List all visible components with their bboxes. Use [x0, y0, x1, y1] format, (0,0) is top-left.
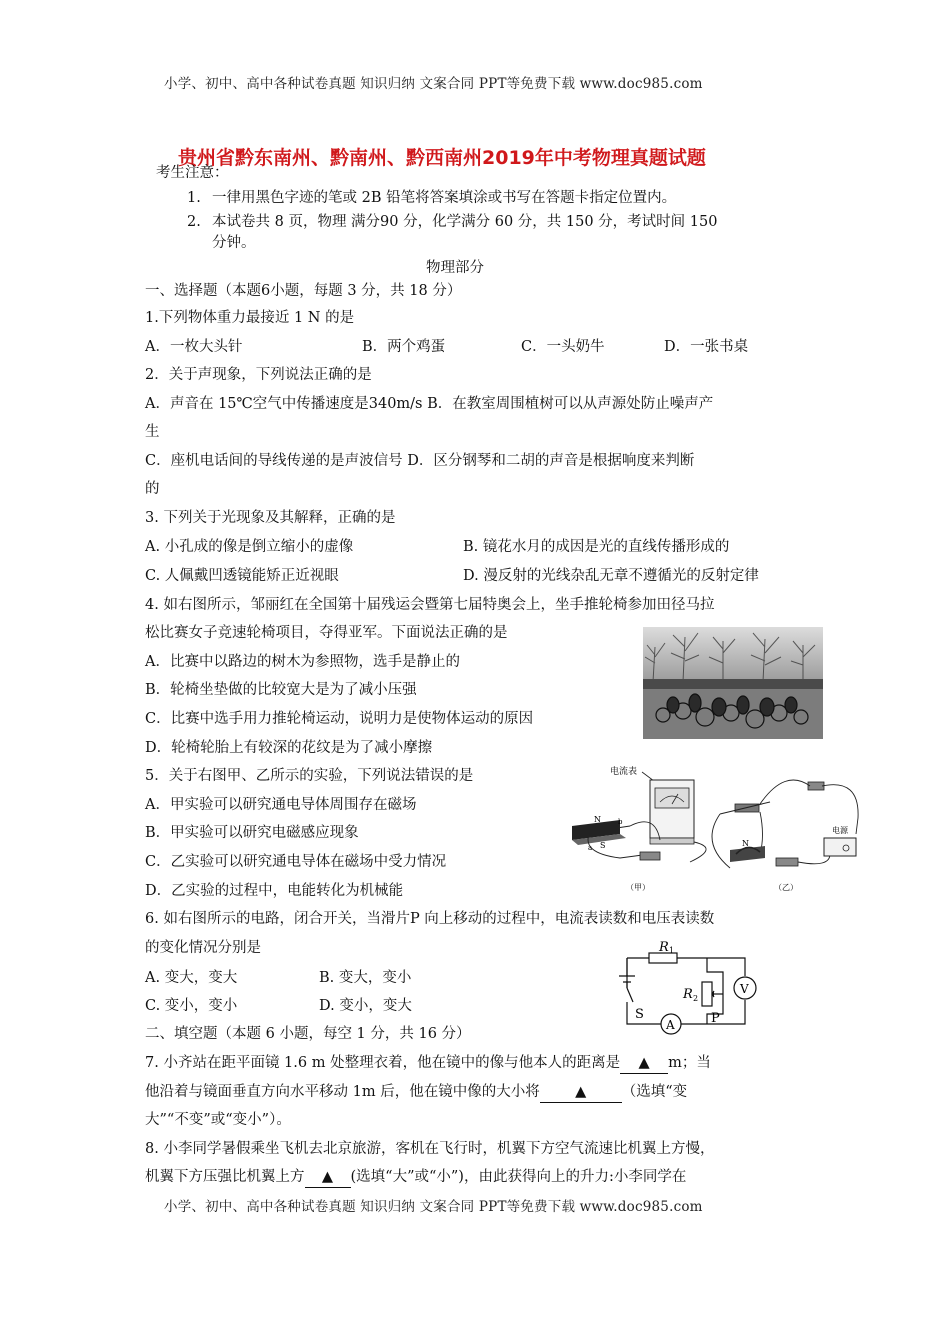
q4-option-b: B．轮椅坐垫做的比较宽大是为了减小压强	[145, 682, 417, 698]
q6-option-c: C. 变小，变小	[145, 998, 238, 1014]
q4-option-d: D．轮椅轮胎上有较深的花纹是为了减小摩擦	[145, 740, 433, 756]
notice-item-2-line1: 本试卷共 8 页，物理 满分90 分，化学满分 60 分，共 150 分，考试时间 150	[212, 214, 718, 230]
r2-sub: 2	[693, 994, 699, 1003]
q7-line1-end: m；当	[668, 1055, 711, 1071]
q6-option-d: D. 变小，变大	[319, 998, 412, 1014]
q1-option-d: D．一张书桌	[664, 339, 749, 355]
r1-label: R	[659, 940, 669, 955]
switch-s-label: S	[635, 1007, 644, 1022]
q5-option-b: B．甲实验可以研究电磁感应现象	[145, 825, 359, 841]
power-label: 电源	[832, 826, 848, 835]
voltmeter-label: V	[740, 982, 749, 996]
fig-jia-s: S	[600, 841, 606, 850]
ammeter-label: 电流表	[610, 767, 638, 777]
q3-stem: 3. 下列关于光现象及其解释，正确的是	[145, 510, 396, 526]
notice-item-1-num: 1.	[187, 190, 201, 206]
part2-heading: 二、填空题（本题 6 小题，每空 1 分，共 16 分）	[145, 1026, 471, 1042]
q8-line2-text: 机翼下方压强比机翼上方	[145, 1169, 305, 1185]
section-title: 物理部分	[426, 260, 484, 276]
q3-option-d: D. 漫反射的光线杂乱无章不遵循光的反射定律	[463, 568, 759, 584]
fig-jia-b: b	[618, 818, 623, 826]
q5-option-a: A．甲实验可以研究通电导体周围存在磁场	[145, 797, 417, 813]
exam-title: 贵州省黔东南州、黔南州、黔西南州2019年中考物理真题试题	[178, 147, 706, 169]
q1-option-a: A．一枚大头针	[145, 339, 243, 355]
fig-jia-a: a	[588, 844, 593, 852]
slider-p-label: P	[711, 1011, 720, 1026]
q7-line2-end: （选填“变	[621, 1084, 688, 1100]
q5-option-d: D．乙实验的过程中，电能转化为机械能	[145, 883, 404, 899]
q8-line2-end: (选填“大”或“小”)，由此获得向上的升力:小李同学在	[350, 1169, 687, 1185]
q4-option-c: C．比赛中选手用力推轮椅运动，说明力是使物体运动的原因	[145, 711, 534, 727]
q2-line3: C．座机电话间的导线传递的是声波信号 D．区分钢琴和二胡的声音是根据响度来判断	[145, 453, 695, 469]
fig-jia-label: （甲）	[626, 883, 650, 892]
q5-option-c: C．乙实验可以研究通电导体在磁场中受力情况	[145, 854, 447, 870]
page-header: 小学、初中、高中各种试卷真题 知识归纳 文案合同 PPT等免费下载 www.doc985.com	[164, 76, 703, 92]
wheelchair-race-photo	[643, 627, 823, 739]
q5-experiment-figure	[560, 758, 870, 893]
q1-stem: 1.下列物体重力最接近 1 N 的是	[145, 310, 355, 326]
q6-line2: 的变化情况分别是	[145, 940, 261, 956]
page-footer: 小学、初中、高中各种试卷真题 知识归纳 文案合同 PPT等免费下载 www.doc985.com	[164, 1199, 703, 1215]
fig-jia-n: N	[594, 815, 601, 824]
q6-option-a: A. 变大，变大	[145, 970, 238, 986]
q7-blank-1: ▲	[620, 1053, 668, 1074]
q5-stem: 5．关于右图甲、乙所示的实验，下列说法错误的是	[145, 768, 474, 784]
q4-line2: 松比赛女子竞速轮椅项目，夺得亚军。下面说法正确的是	[145, 625, 508, 641]
ammeter-circuit-label: A	[666, 1018, 675, 1032]
q7-line3: 大”“不变”或“变小”）。	[145, 1112, 291, 1128]
q7-line2-text: 他沿着与镜面垂直方向水平移动 1m 后，他在镜中像的大小将	[145, 1084, 540, 1100]
q6-circuit-diagram	[615, 938, 775, 1038]
q3-option-a: A. 小孔成的像是倒立缩小的虚像	[145, 539, 354, 555]
q2-line4: 的	[145, 481, 160, 497]
q4-line1: 4. 如右图所示，邹丽红在全国第十届残运会暨第七届特奥会上，坐手推轮椅参加田径马拉	[145, 597, 715, 613]
notice-heading: 考生注意：	[156, 165, 229, 181]
q8-blank-1: ▲	[305, 1167, 351, 1188]
notice-item-2-line2: 分钟。	[212, 235, 256, 251]
q3-option-c: C. 人佩戴凹透镜能矫正近视眼	[145, 568, 339, 584]
q2-stem: 2．关于声现象，下列说法正确的是	[145, 367, 372, 383]
fig-yi-n: N	[742, 839, 749, 848]
q6-option-b: B. 变大，变小	[319, 970, 412, 986]
q7-blank-2: ▲	[540, 1082, 622, 1103]
q8-line2	[145, 1167, 686, 1188]
q2-line1: A．声音在 15℃空气中传播速度是340m/s B．在教室周围植树可以从声源处防止噪声产	[145, 396, 714, 412]
r2-label: R	[683, 987, 693, 1002]
q3-option-b: B. 镜花水月的成因是光的直线传播形成的	[463, 539, 730, 555]
q7-line1-text: 7. 小齐站在距平面镜 1.6 m 处整理衣着，他在镜中的像与他本人的距离是	[145, 1055, 621, 1071]
q6-line1: 6. 如右图所示的电路，闭合开关，当滑片P 向上移动的过程中，电流表读数和电压表读数	[145, 911, 715, 927]
q7-line2	[145, 1082, 687, 1103]
q1-option-c: C．一头奶牛	[521, 339, 605, 355]
part1-heading: 一、选择题（本题6小题，每题 3 分，共 18 分）	[145, 283, 462, 299]
q2-line2: 生	[145, 424, 160, 440]
fig-yi-label: （乙）	[774, 883, 798, 892]
q1-option-b: B．两个鸡蛋	[362, 339, 446, 355]
q8-line1: 8. 小李同学暑假乘坐飞机去北京旅游，客机在飞行时，机翼下方空气流速比机翼上方慢，	[145, 1141, 715, 1157]
r1-sub: 1	[669, 946, 675, 955]
q4-option-a: A．比赛中以路边的树木为参照物，选手是静止的	[145, 654, 460, 670]
notice-item-2-num: 2.	[187, 214, 201, 230]
q7-line1	[145, 1053, 711, 1074]
notice-item-1: 一律用黑色字迹的笔或 2B 铅笔将答案填涂或书写在答题卡指定位置内。	[212, 190, 677, 206]
